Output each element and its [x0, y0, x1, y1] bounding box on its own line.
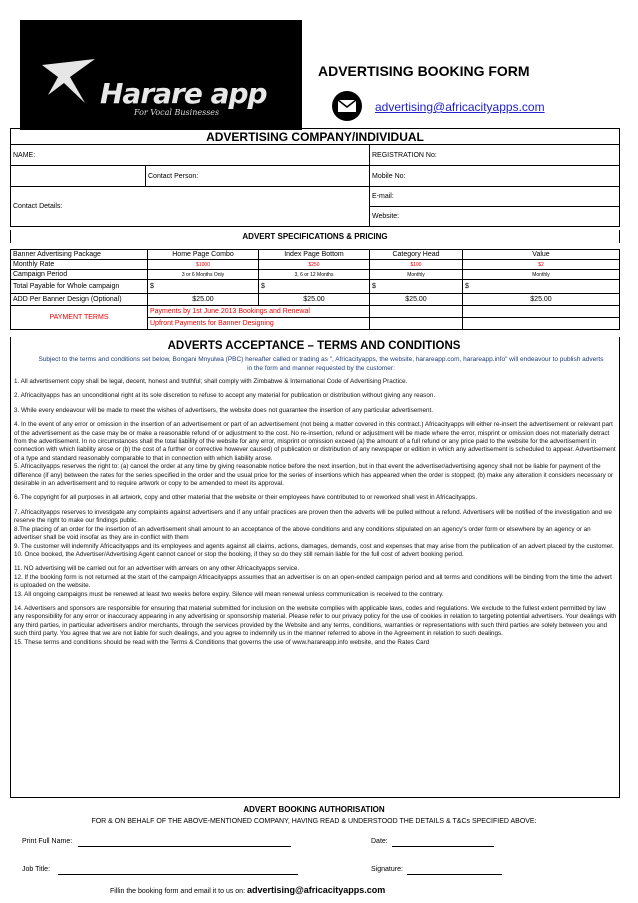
specs-section-title: ADVERT SPECIFICATIONS & PRICING [10, 230, 620, 243]
mobile-field[interactable]: Mobile No: [370, 166, 620, 187]
total-payable-field[interactable]: $ [463, 280, 620, 294]
header-index-page-bottom: Index Page Bottom [259, 250, 370, 260]
print-name-input[interactable] [78, 846, 291, 847]
signature-input[interactable] [407, 874, 502, 875]
logo-tagline: For Vocal Businesses [134, 108, 220, 117]
add-banner-value: $25.00 [370, 294, 463, 306]
terms-paragraph: 1. All advertisement copy shall be legal, decent, honest and truthful; shall comply with Zimbabwe & International Code of Advertising Practice. [14, 378, 408, 385]
header-value: Value [463, 250, 620, 260]
campaign-period-value: 3, 6 or 12 Months [259, 270, 370, 280]
terms-subtitle: Subject to the terms and conditions set below, Bongani Mnyulwa (PBC) hereafter called or trading as ", Africacityapps, the website, harareapp.com, harareapp.info" will endeavour to publish adverts in the form and manner requested by the customer: [38, 356, 604, 372]
add-banner-value: $25.00 [148, 294, 259, 306]
total-payable-field[interactable]: $ [148, 280, 259, 294]
terms-paragraph: 2. Africacityapps has an unconditional right at its sole discretion to refuse to accept any material for publication or distribution without giving any reason. [14, 392, 436, 400]
payment-terms-label: PAYMENT TERMS [11, 306, 148, 330]
authorisation-title: ADVERT BOOKING AUTHORISATION [243, 805, 385, 814]
envelope-icon [332, 91, 362, 121]
monthly-rate-value: $2 [463, 260, 620, 270]
company-section-title: ADVERTISING COMPANY/INDIVIDUAL [10, 128, 620, 145]
email-field[interactable]: E-mail: [370, 187, 620, 207]
monthly-rate-value: $250 [259, 260, 370, 270]
header-email-link[interactable]: advertising@africacityapps.com [375, 100, 545, 114]
contact-details-field[interactable]: Contact Details: [11, 187, 370, 227]
date-input[interactable] [392, 846, 494, 847]
contact-person-field[interactable]: Contact Person: [146, 166, 370, 187]
company-details-table [10, 144, 620, 227]
add-banner-value: $25.00 [259, 294, 370, 306]
bird-logo-icon [40, 55, 100, 110]
terms-paragraph: 4. In the event of any error or omission in the insertion of an advertisement or part of an advertisement (not being a matter covered in this contract.) Africacityapps will either re-insert the advertisement or relevant part of the advertisement as the case may be or make a reasonable refund of or adjustment to the cost. No re-insertion, refund or adjustment will be made where the error, misprint or omission does not materially detract from the advertisement. In no circumstances shall the total liability of the website for any error, misprint or omission exceed (a) the amount of a full refund or any price paid to the website for the advertisement in connection with which liability arose or (b) the cost of a further or corrective however caused) of publication or distribution of any newspaper or edition in which any advertisement is scheduled to appear. Advertisement of a type and standard reasonably comparable to that in connection with which liability arose. 5. Africacityapps reserves the right to: (a) cancel the order at any time by giving reasonable notice before the next insertion, but in that event the advertiser/advertising agency shall not be liable for payment of the difference (if any) between the rates for the series specified in the order and the usual price for the series of insertions which has appeared when the order is stopped; (b) make any alteration it considers necessary or desirable in an advertisement and to require artwork or copy to be amended to meet its approval. [14, 421, 616, 488]
header-package: Banner Advertising Package [11, 250, 148, 260]
footer-instruction [110, 885, 385, 895]
terms-body [14, 378, 617, 653]
add-banner-label: ADD Per Banner Design (Optional) [11, 294, 148, 306]
registration-field[interactable]: REGISTRATION No: [370, 145, 620, 166]
terms-paragraph: 11. NO advertising will be carried out for an advertiser with arrears on any other Africacityapps service. 12. If the booking form is not returned at the start of the campaign Africacityapps assumes that an advertiser is on an open-ended campaign period and all terms and conditions will be binding from the time the advert is uploaded on the website. 13. All ongoing campaigns must be renewed at least two weeks before expiry. Silence will mean renewal unless communication is received to the contrary. [14, 565, 612, 598]
header-category-head: Category Head [370, 250, 463, 260]
footer-email-link[interactable]: advertising@africacityapps.com [246, 885, 386, 895]
terms-paragraph: 7. Africacityapps reserves to investigate any complaints against advertisers and if any unfair practices are proven then the adverts will be pulled without a refund. Advertisers will be notified of the investigation and we reserve the right to make our findings public. 8.The placing of an order for the insertion of an advertisement shall amount to an acceptance of the above conditions and any conditions stipulated on an agency's order form or elsewhere by an agency or an advertiser shall be void insofar as they are in conflict with them 9. The customer will indemnify Africacityapps and its employees and agents against all claims, actions, damages, demands, cost and expenses that may arise from the publication of an advert placed by the customer. 10. Once booked, the Advertiser/Advertising Agent cannot cancel or stop the booking, if they so do they still remain liable for the full cost of advert booking period. [14, 508, 614, 558]
terms-paragraph: 14. Advertisers and sponsors are responsible for ensuring that material submitted for inclusion on the website complies with applicable laws, codes and regulations. We exclude to the fullest extent permitted by law any responsibility for any error or inaccuracy appearing in any advertising or sponsorship material. Please refer to our privacy policy for the use of cookies in relation to targeting potential advertisers. Your dealings with any third parties, in particular advertisers and/or merchants, through the services provided by the Website and any terms, conditions, warranties or representations with such third parties are solely between you and such third party. You agree that we are not liable for such dealings, and you agree to indemnify us in the manner referred to above in the Agreement in relation to such dealings. 15. These terms and conditions should be read with the Terms & Conditions that governs the use of www.harareapp.info website, and the Rates Card [14, 604, 617, 646]
monthly-rate-value: $1000 [148, 260, 259, 270]
print-name-label: Print Full Name: [22, 838, 73, 845]
pricing-table [10, 249, 620, 330]
terms-paragraph: 3. While every endeavour will be made to meet the wishes of advertisers, the website does not guarantee the insertion of any particular advertisement. [14, 406, 433, 414]
total-payable-field[interactable]: $ [259, 280, 370, 294]
payment-terms-line-1: Payments by 1st June 2013 Bookings and Renewal [148, 306, 370, 318]
job-title-input[interactable] [58, 874, 298, 875]
footer-text: Fillin the booking form and email it to us on: [110, 888, 246, 895]
form-title: ADVERTISING BOOKING FORM [318, 63, 530, 79]
campaign-period-value: Monthly [463, 270, 620, 280]
total-payable-field[interactable]: $ [370, 280, 463, 294]
website-field[interactable]: Website: [370, 207, 620, 227]
job-title-label: Job Title: [22, 866, 51, 873]
monthly-rate-value: $100 [370, 260, 463, 270]
total-payable-label: Total Payable for Whole campaign [11, 280, 148, 294]
campaign-period-value: 3 or 6 Months Only [148, 270, 259, 280]
name-field[interactable]: NAME: [11, 145, 370, 166]
terms-paragraph: 6. The copyright for all purposes in all artwork, copy and other material that the website or their employees have contributed to or reworked shall vest in Africacityapps. [14, 494, 477, 502]
campaign-period-value: Monthly [370, 270, 463, 280]
logo-text: Harare app [100, 77, 267, 110]
monthly-rate-label: Monthly Rate [11, 260, 148, 270]
campaign-period-label: Campaign Period [11, 270, 148, 280]
payment-terms-line-2: Upfront Payments for Banner Designing [148, 318, 370, 330]
signature-label: Signature: [371, 866, 403, 873]
authorisation-statement: FOR & ON BEHALF OF THE ABOVE-MENTIONED COMPANY, HAVING READ & UNDERSTOOD THE DETAILS & T&Cs SPECIFIED ABOVE: [91, 818, 537, 825]
terms-title: ADVERTS ACCEPTANCE – TERMS AND CONDITIONS [167, 340, 461, 352]
date-label: Date: [371, 838, 388, 845]
header-home-page-combo: Home Page Combo [148, 250, 259, 260]
add-banner-value: $25.00 [463, 294, 620, 306]
